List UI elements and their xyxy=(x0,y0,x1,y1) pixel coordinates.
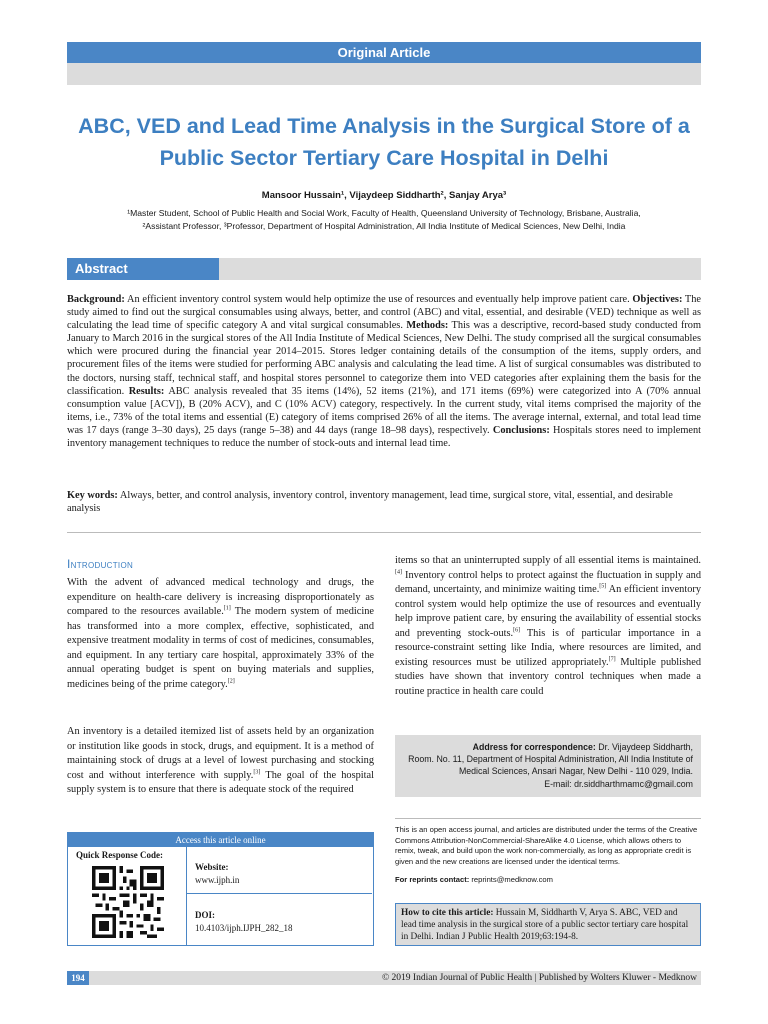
intro-p1-text-a: With the advent of advanced medical technology and drugs, the expenditure on health-care delivery is increasing disproportionately as compared to the resources available. xyxy=(67,577,374,617)
citation-ref-1[interactable]: [1] xyxy=(223,605,231,612)
authors: Mansoor Hussain¹, Vijaydeep Siddharth², Sanjay Arya³ xyxy=(261,190,507,201)
banner-grey-bar xyxy=(67,63,701,85)
reprints-email[interactable]: reprints@medknow.com xyxy=(469,875,553,884)
page-number: 194 xyxy=(67,971,89,985)
conclusions-text: Hospitals stores need to implement inventory management techniques to reduce the number of stock-outs and internal lead time. xyxy=(67,424,701,450)
methods-text: This was a descriptive, record-based study conducted from January to March 2016 in the surgical stores of the All India Institute of Medical Sciences, New Delhi. The study comprised all the surgical consumables which were procured during the financial year 2014–2015. Stores ledger containing details of the consumption of the items, supply orders, and procurement files of the items were studied for performing ABC analysis and calculating the lead time. A list of surgical consumables was distributed to the doctors, nursing staff, technical staff, and hospital stores personnel to categorize them into VED categories after explaining them the basis for the classification. xyxy=(67,320,701,397)
correspondence-line-3: Medical Sciences, Ansari Nagar, New Delhi - 110 029, India. xyxy=(458,766,693,777)
abstract-heading: Abstract xyxy=(67,258,219,280)
license-divider xyxy=(395,818,701,819)
results-label: Results: xyxy=(128,385,165,397)
citation-ref-6[interactable]: [6] xyxy=(513,627,521,634)
correspondence-line-1 xyxy=(403,741,693,753)
objectives-text: The study aimed to find out the surgical consumables using always, better, and control (ABC) and vital, essential, and desirable (VED) technique as well as calculating the lead time of specific category A and vital surgical consumables. xyxy=(67,294,702,332)
citation-box xyxy=(395,903,701,946)
citation-ref-3[interactable]: [3] xyxy=(253,769,261,776)
conclusions-label: Conclusions: xyxy=(492,424,550,436)
correspondence-name: Dr. Vijaydeep Siddharth, xyxy=(595,742,693,752)
license-text: This is an open access journal, and articles are distributed under the terms of the Creative Commons Attribution-NonCommercial-ShareAlike 4.0 License, which allows others to remix, tweak, and build upon the work non-commercially, as long as appropriate credit is given and the new creations are licensed under the identical terms. xyxy=(395,825,698,866)
citation-ref-2[interactable]: [2] xyxy=(227,678,235,685)
access-divider-horizontal xyxy=(186,893,372,894)
intro-r-text-e: Multiple published studies have shown that inventory control techniques when made a routine practice in health care could xyxy=(395,656,701,697)
correspondence-email[interactable]: E-mail: dr.siddharthmamc@gmail.com xyxy=(544,778,693,789)
affiliations xyxy=(67,207,701,233)
intro-r-text-b: Inventory control helps to protect against the fluctuation in supply and demand, uncertainty, and minimize waiting time. xyxy=(395,569,701,595)
intro-r-text-a: items so that an uninterrupted supply of all essential items is maintained. xyxy=(395,555,701,566)
intro-p1-text-b: The modern system of medicine has transformed into a more complex, effective, sophisticated, and expensive treatment modality in terms of cost of medicines, consumables, and equipment. In any tertiary care hospital, approximately 33% of the annual operating budget is spent on buying materials and supplies, medicines being of the prime category. xyxy=(67,606,374,690)
objectives-label: Objectives: xyxy=(632,294,683,305)
citation-ref-5[interactable]: [5] xyxy=(599,583,607,590)
doi-link[interactable]: 10.4103/ijph.IJPH_282_18 xyxy=(195,923,293,933)
intro-paragraph-1 xyxy=(67,576,374,692)
affiliation-2: ²Assistant Professor, ³Professor, Department of Hospital Administration, All India Institute of Medical Sciences, New Delhi, India xyxy=(142,221,626,231)
doi-label: DOI: xyxy=(195,910,215,920)
background-text: An efficient inventory control system would help optimize the use of resources and eventually help improve patient care. xyxy=(124,294,633,305)
access-heading: Access this article online xyxy=(68,833,373,847)
citation-label: How to cite this article: xyxy=(401,908,494,918)
intro-paragraph-2 xyxy=(67,725,374,798)
article-type-banner: Original Article xyxy=(67,42,701,63)
title-line-1: ABC, VED and Lead Time Analysis in the Surgical Store of a xyxy=(78,114,690,138)
intro-p2-text-b: The goal of the hospital supply system is to ensure that there is adequate stock of the required xyxy=(67,769,375,795)
affiliation-1: ¹Master Student, School of Public Health and Social Work, Faculty of Health, Queensland University of Technology, Brisbane, Australia, xyxy=(127,208,641,218)
keywords-label: Key words: xyxy=(67,490,118,501)
reprints-contact xyxy=(395,875,701,884)
citation-ref-7[interactable]: [7] xyxy=(608,656,616,663)
access-divider-vertical xyxy=(186,847,187,945)
correspondence-label: Address for correspondence: xyxy=(472,742,596,752)
title-line-2: Public Sector Tertiary Care Hospital in Delhi xyxy=(159,146,609,170)
footer-copyright: © 2019 Indian Journal of Public Health | Published by Wolters Kluwer - Medknow xyxy=(89,971,701,985)
background-label: Background: xyxy=(67,294,125,305)
website-label: Website: xyxy=(195,862,229,872)
introduction-heading: Introduction xyxy=(67,557,134,571)
keywords-text: Always, better, and control analysis, inventory control, inventory management, lead time, surgical store, vital, essential, and desirable analysis xyxy=(67,490,673,515)
section-divider xyxy=(67,532,701,533)
article-title xyxy=(72,110,696,174)
access-online-box xyxy=(67,832,374,946)
website-link[interactable]: www.ijph.in xyxy=(195,875,240,885)
reprints-label: For reprints contact: xyxy=(395,875,470,884)
qr-label: Quick Response Code: xyxy=(76,850,164,860)
intro-paragraph-right xyxy=(395,554,701,699)
correspondence-line-2: Room. No. 11, Department of Hospital Administration, All India Institute of xyxy=(408,754,693,765)
citation-text: Hussain M, Siddharth V, Arya S. ABC, VED and lead time analysis in the surgical store of a public sector tertiary care hospital in Delhi. Indian J Public Health 2019;63:194-8. xyxy=(401,908,689,942)
abstract-body xyxy=(67,293,701,450)
abstract-heading-bar xyxy=(219,258,701,280)
citation-ref-4[interactable]: [4] xyxy=(395,569,402,576)
intro-p2-text-a: An inventory is a detailed itemized list of assets held by an organization or institution like goods in stock, drugs, and equipment. It is a method of maintaining stock of drugs at a level of lowest purchasing and stocking cost and without interference with supply. xyxy=(67,726,374,781)
intro-r-text-d: This is of particular importance in a resource-constraint setting like India, where resources are limited, and existing resources must be utilized appropriately. xyxy=(395,627,701,668)
intro-r-text-c: An efficient inventory control system would help optimize the use of resources and eventually help improve patient care, by ensuring the availability of essential stocks and preventing stock-outs. xyxy=(395,584,701,639)
results-text: ABC analysis revealed that 35 items (14%), 52 items (21%), and 171 items (69%) were categorized into A (70% annual consumption value [ACV]), B (20% ACV), and C (10% ACV) category, respectively. In the current study, vital items comprised the majority of the items, i.e., 73% of the total items and essential (E) category of items comprised 26% of all the items. The average internal, external, and total lead time was 17 days (range 3–30 days), 25 days (range 5–38) and 44 days (range 18–98 days), respectively. xyxy=(67,385,701,436)
qr-code-icon[interactable] xyxy=(92,866,164,938)
methods-label: Methods: xyxy=(406,320,449,332)
correspondence-box xyxy=(395,735,701,797)
keywords xyxy=(67,489,701,515)
